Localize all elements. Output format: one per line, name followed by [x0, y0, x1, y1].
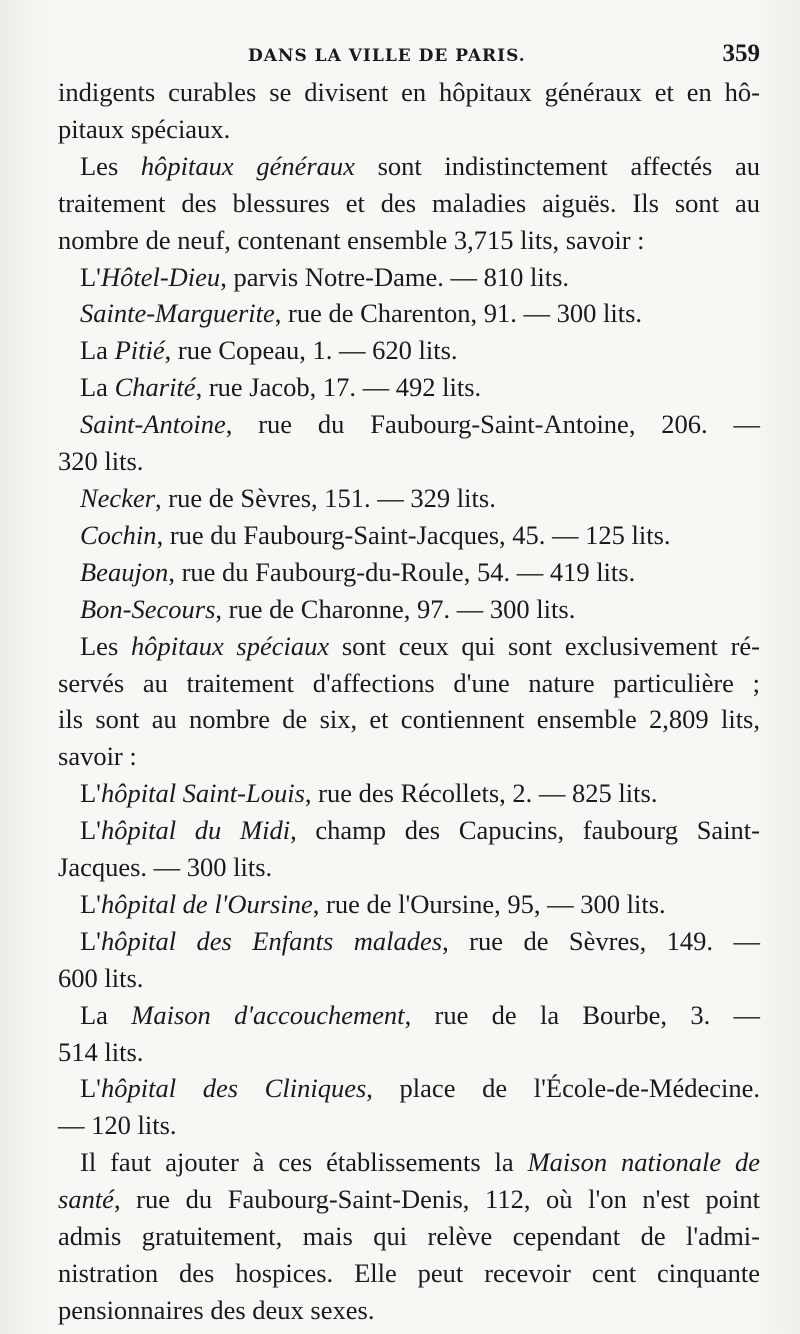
text-line — [58, 849, 760, 886]
text-line — [58, 369, 760, 406]
text-run: admis gratuitement, mais qui relève cependant de l'admi- — [58, 1221, 760, 1252]
text-run: 600 lits. — [58, 962, 144, 993]
text-line — [58, 960, 760, 997]
text-line — [58, 74, 760, 111]
text-line — [58, 148, 760, 185]
text-run: La — [80, 372, 115, 403]
italic-text: hôpital du Midi — [100, 815, 291, 846]
italic-text: Beaujon — [80, 556, 169, 587]
text-run: Jacques. — 300 lits. — [58, 852, 273, 883]
text-run: , rue Copeau, 1. — 620 lits. — [164, 335, 458, 366]
italic-text: Pitié — [114, 335, 165, 366]
italic-text: hôpital de l'Oursine — [100, 888, 313, 919]
text-line — [58, 701, 760, 738]
text-line — [58, 1107, 760, 1144]
italic-text: Saint-Antoine — [80, 409, 226, 440]
text-line — [58, 1034, 760, 1071]
text-run: 514 lits. — [58, 1036, 144, 1067]
text-line — [58, 1218, 760, 1255]
text-run: , rue du Faubourg-Saint-Antoine, 206. — — [225, 409, 760, 440]
italic-text: hôpital des Enfants malades — [100, 925, 443, 956]
italic-text: hôpitaux généraux — [140, 150, 355, 181]
text-line — [58, 1181, 760, 1218]
text-run: L' — [80, 925, 101, 956]
text-line — [58, 443, 760, 480]
text-line — [58, 222, 760, 259]
text-run: La — [80, 999, 132, 1030]
text-run: , place de l'École-de-Médecine. — [366, 1073, 760, 1104]
text-line — [58, 185, 760, 222]
italic-text: Maison nationale de — [527, 1147, 760, 1178]
text-run: L' — [80, 815, 101, 846]
text-run: , champ des Capucins, faubourg Saint- — [290, 815, 760, 846]
text-run: , rue du Faubourg-Saint-Denis, 112, où l'on n'est point — [113, 1184, 760, 1215]
text-line — [58, 259, 760, 296]
page-number: 359 — [722, 40, 760, 67]
text-run: , rue de l'Oursine, 95, — 300 lits. — [312, 888, 666, 919]
text-line — [58, 332, 760, 369]
text-run: sont indistinctement affectés au — [354, 150, 761, 181]
text-run: , rue des Récollets, 2. — 825 lits. — [304, 778, 658, 809]
italic-text: santé — [58, 1184, 114, 1215]
text-run: L' — [80, 888, 101, 919]
text-run: L' — [80, 1073, 101, 1104]
text-line — [58, 775, 760, 812]
text-line — [58, 406, 760, 443]
text-line — [58, 628, 760, 665]
text-line — [58, 111, 760, 148]
text-run: , rue de Sèvres, 151. — 329 lits. — [155, 482, 496, 513]
italic-text: Cochin — [80, 519, 157, 550]
text-run: savoir : — [58, 741, 137, 772]
text-run: , rue du Faubourg-Saint-Jacques, 45. — 125 lits. — [156, 519, 671, 550]
text-line — [58, 1292, 760, 1329]
text-run: , rue de la Bourbe, 3. — — [404, 999, 761, 1030]
text-run: traitement des blessures et des maladies aiguës. Ils sont au — [58, 187, 760, 218]
italic-text: Necker — [80, 482, 156, 513]
text-run: La — [80, 335, 115, 366]
text-line — [58, 480, 760, 517]
text-run: pensionnaires des deux sexes. — [58, 1294, 375, 1325]
text-run: pitaux spéciaux. — [58, 113, 231, 144]
text-run: servés au traitement d'affections d'une nature particulière ; — [58, 667, 760, 698]
text-line — [58, 738, 760, 775]
text-line — [58, 554, 760, 591]
text-run: nistration des hospices. Elle peut recevoir cent cinquante — [58, 1258, 760, 1288]
text-line — [58, 295, 760, 332]
italic-text: Sainte-Marguerite — [80, 298, 275, 329]
italic-text: Charité — [114, 372, 196, 403]
text-line — [58, 591, 760, 628]
text-run: sont ceux qui sont exclusivement ré- — [329, 630, 761, 661]
italic-text: hôpital des Cliniques — [100, 1073, 367, 1104]
body-text — [58, 74, 760, 1329]
text-line — [58, 997, 760, 1034]
text-run: , rue du Faubourg-du-Roule, 54. — 419 lits. — [168, 556, 636, 587]
text-run: , rue Jacob, 17. — 492 lits. — [195, 372, 482, 403]
running-head: DANS LA VILLE DE PARIS. — [248, 46, 526, 66]
italic-text: Bon-Secours — [80, 593, 216, 624]
text-run: 320 lits. — [58, 446, 144, 477]
text-run: ils sont au nombre de six, et contiennent ensemble 2,809 lits, — [58, 704, 760, 735]
text-run: Les — [80, 150, 141, 181]
text-run: Les — [80, 630, 131, 661]
text-run: indigents curables se divisent en hôpitaux généraux et en hô- — [58, 77, 760, 107]
text-run: , parvis Notre-Dame. — 810 lits. — [220, 261, 570, 292]
italic-text: Hôtel-Dieu — [100, 261, 221, 292]
text-line — [58, 665, 760, 702]
text-run: L' — [80, 778, 101, 809]
italic-text: hôpitaux spéciaux — [130, 630, 330, 661]
text-run: , rue de Charenton, 91. — 300 lits. — [274, 298, 643, 329]
italic-text: Maison d'accouchement — [131, 999, 405, 1030]
text-run: , rue de Sèvres, 149. — — [442, 925, 761, 956]
italic-text: hôpital Saint-Louis — [100, 778, 305, 809]
text-line — [58, 517, 760, 554]
text-line — [58, 1144, 760, 1181]
text-run: — 120 lits. — [58, 1110, 177, 1141]
text-run: Il faut ajouter à ces établissements la — [80, 1147, 528, 1178]
text-line — [58, 812, 760, 849]
text-line — [58, 886, 760, 923]
text-line — [58, 1070, 760, 1107]
text-run: , rue de Charonne, 97. — 300 lits. — [215, 593, 576, 624]
text-run: L' — [80, 261, 101, 292]
text-line — [58, 1255, 760, 1292]
text-run: nombre de neuf, contenant ensemble 3,715 lits, savoir : — [58, 224, 645, 255]
page-header — [248, 40, 760, 74]
text-line — [58, 923, 760, 960]
